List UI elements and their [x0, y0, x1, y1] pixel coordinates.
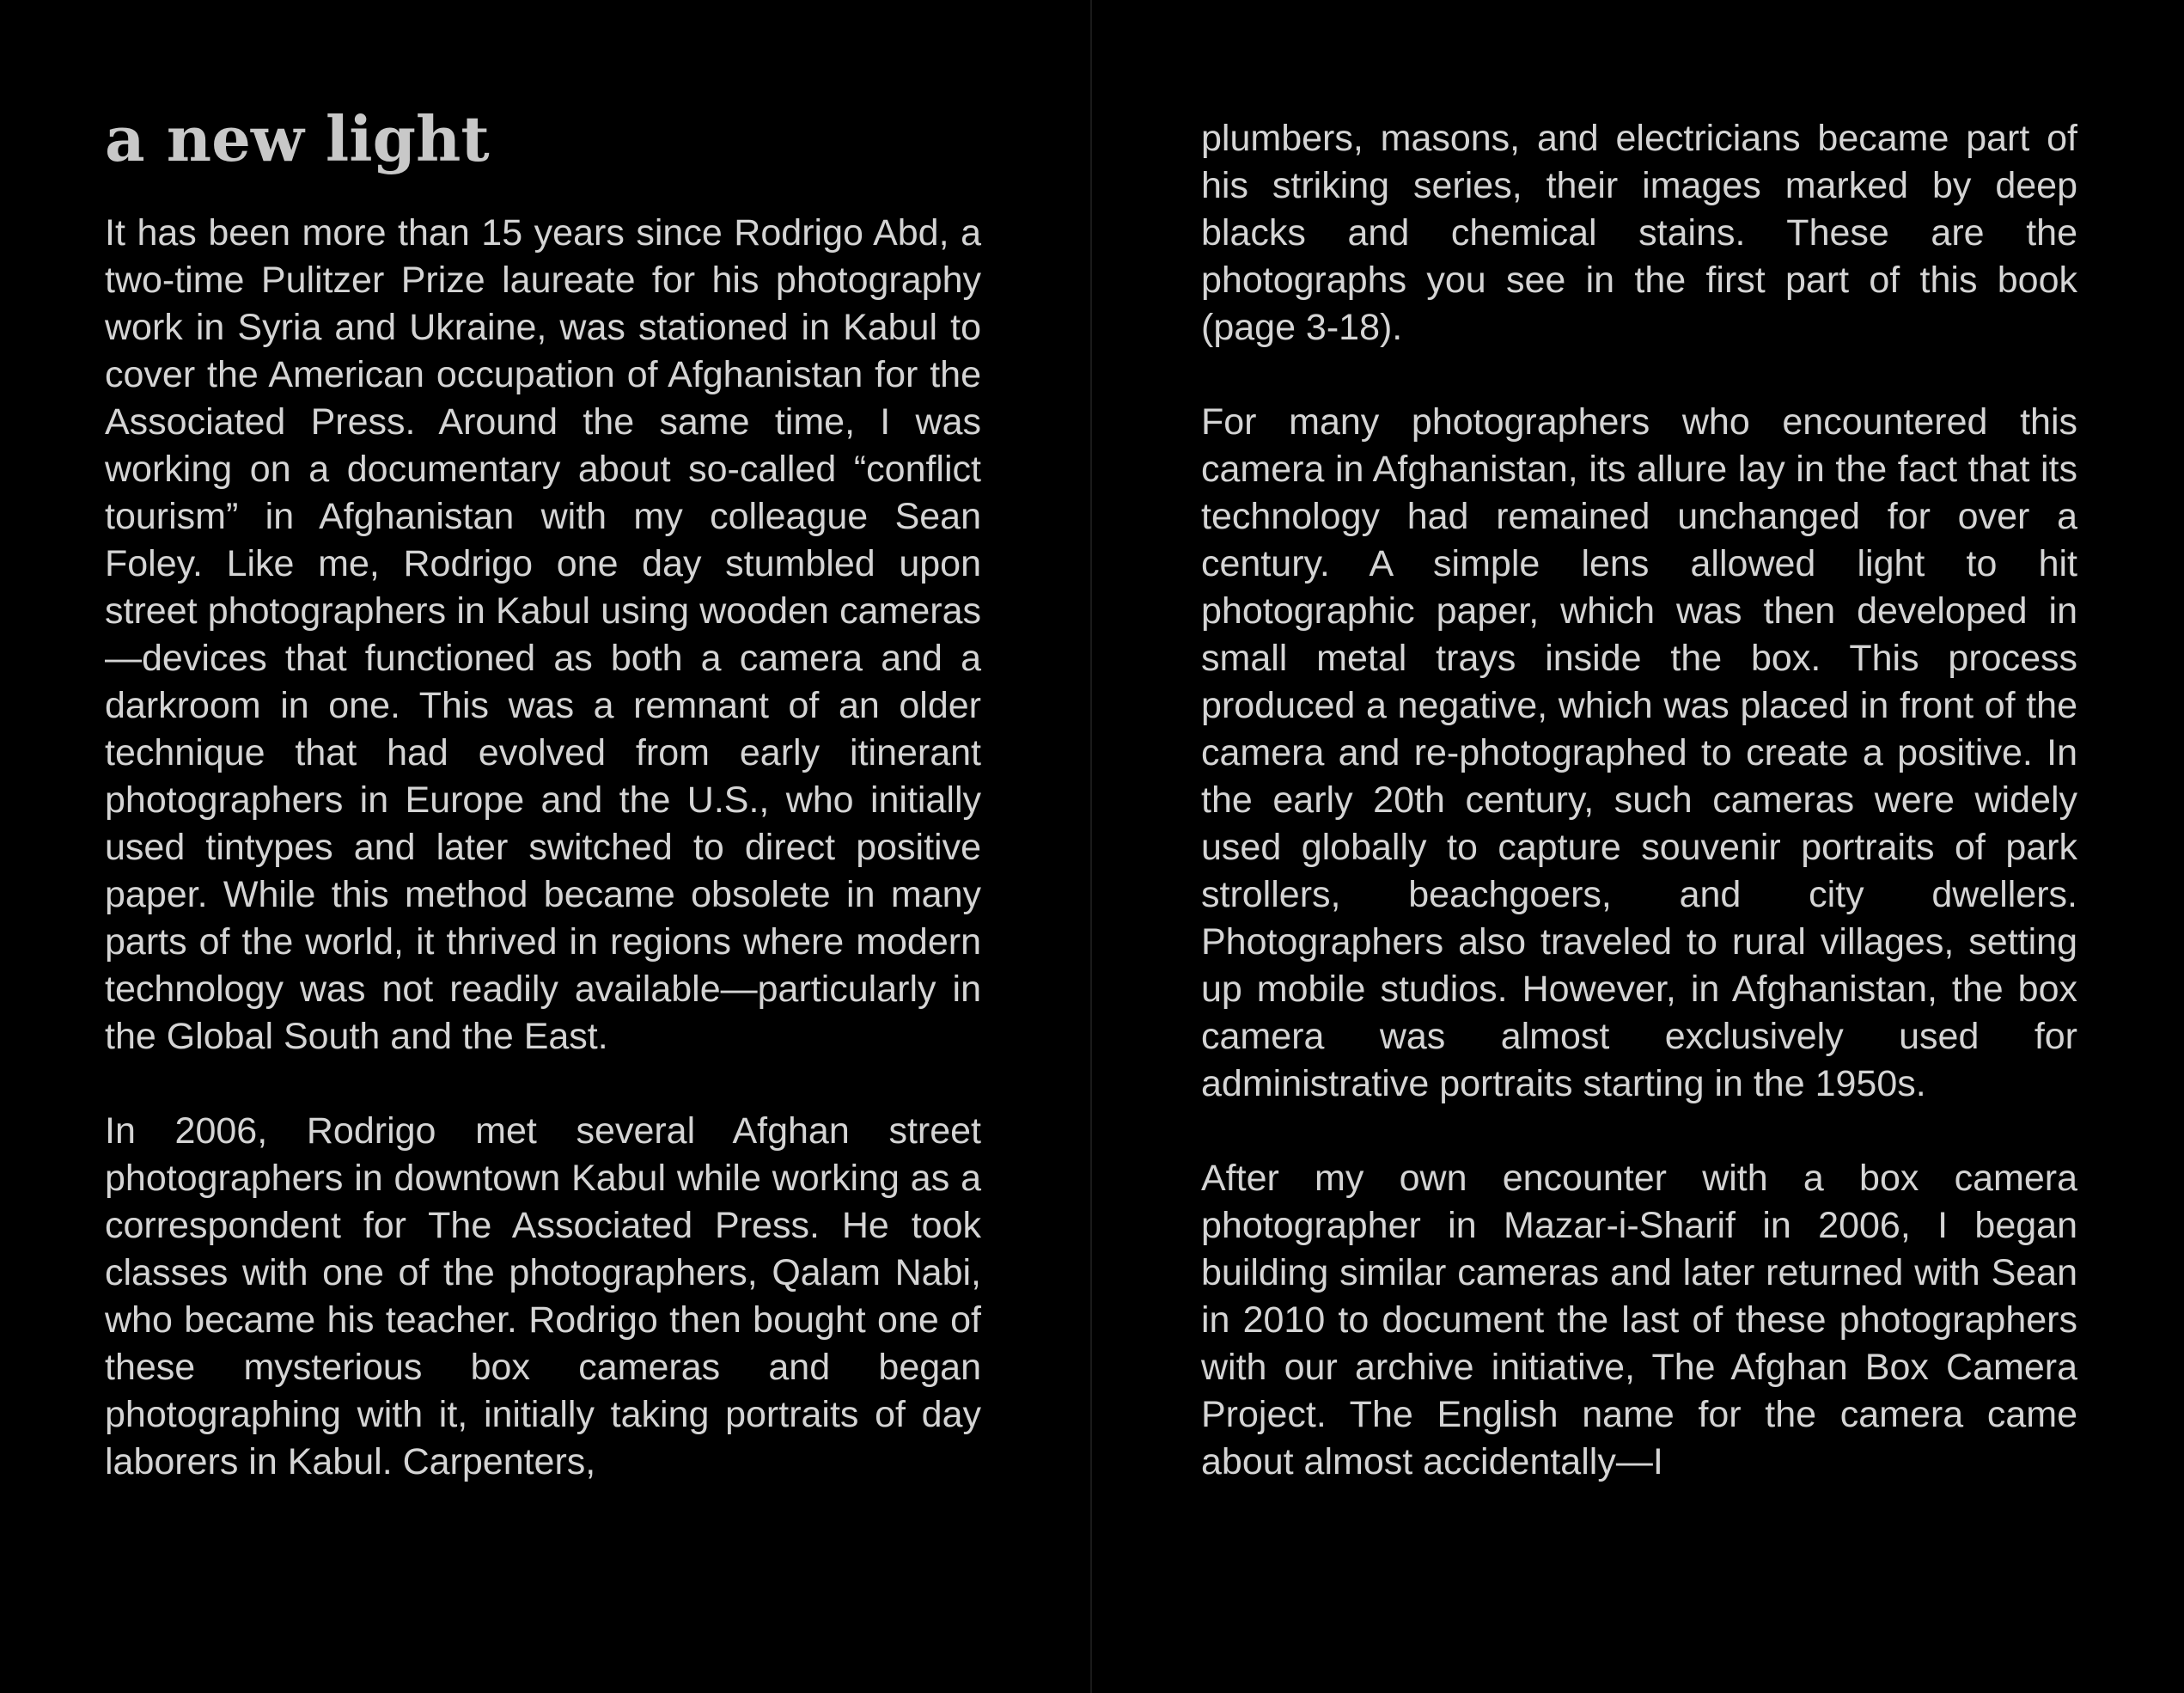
right-text-column	[1201, 115, 2077, 1486]
left-text-column	[105, 210, 981, 1486]
left-paragraph-1: It has been more than 15 years since Rodrigo Abd, a two-time Pulitzer Prize laureate for his photography work in Syria and Ukraine, was stationed in Kabul to cover the American occupation of Afghanistan for the Associated Press. Around the same time, I was working on a documentary about so-called “conflict tourism” in Afghanistan with my colleague Sean Foley. Like me, Rodrigo one day stumbled upon street photographers in Kabul using wooden cameras—devices that functioned as both a camera and a darkroom in one. This was a remnant of an older technique that had evolved from early itinerant photographers in Europe and the U.S., who initially used tintypes and later switched to direct positive paper. While this method became obsolete in many parts of the world, it thrived in regions where modern technology was not readily available—particularly in the Global South and the East.	[105, 212, 981, 1057]
left-page	[0, 0, 1091, 1693]
right-paragraph-1: plumbers, masons, and electricians became part of his striking series, their images marked by deep blacks and chemical stains. These are the photographs you see in the first part of this book (page 3-18).	[1201, 118, 2077, 348]
right-paragraph-3: After my own encounter with a box camera photographer in Mazar-i-Sharif in 2006, I began building similar cameras and later returned with Sean in 2010 to document the last of these photographers with our archive initiative, The Afghan Box Camera Project. The English name for the camera came about almost accidentally—I	[1201, 1158, 2077, 1482]
page-gutter-divider	[1090, 0, 1092, 1693]
right-paragraph-2: For many photographers who encountered this camera in Afghanistan, its allure lay in the fact that its technology had remained unchanged for over a century. A simple lens allowed light to hit photographic paper, which was then developed in small metal trays inside the box. This process produced a negative, which was placed in front of the camera and re-photographed to create a positive. In the early 20th century, such cameras were widely used globally to capture souvenir portraits of park strollers, beachgoers, and city dwellers. Photographers also traveled to rural villages, setting up mobile studios. However, in Afghanistan, the box camera was almost exclusively used for administrative portraits starting in the 1950s.	[1201, 401, 2077, 1104]
right-page	[1093, 0, 2184, 1693]
page-title: a new light	[105, 102, 490, 175]
left-paragraph-2: In 2006, Rodrigo met several Afghan street photographers in downtown Kabul while working as a correspondent for The Associated Press. He took classes with one of the photographers, Qalam Nabi, who became his teacher. Rodrigo then bought one of these mysterious box cameras and began photographing with it, initially taking portraits of day laborers in Kabul. Carpenters,	[105, 1110, 981, 1482]
